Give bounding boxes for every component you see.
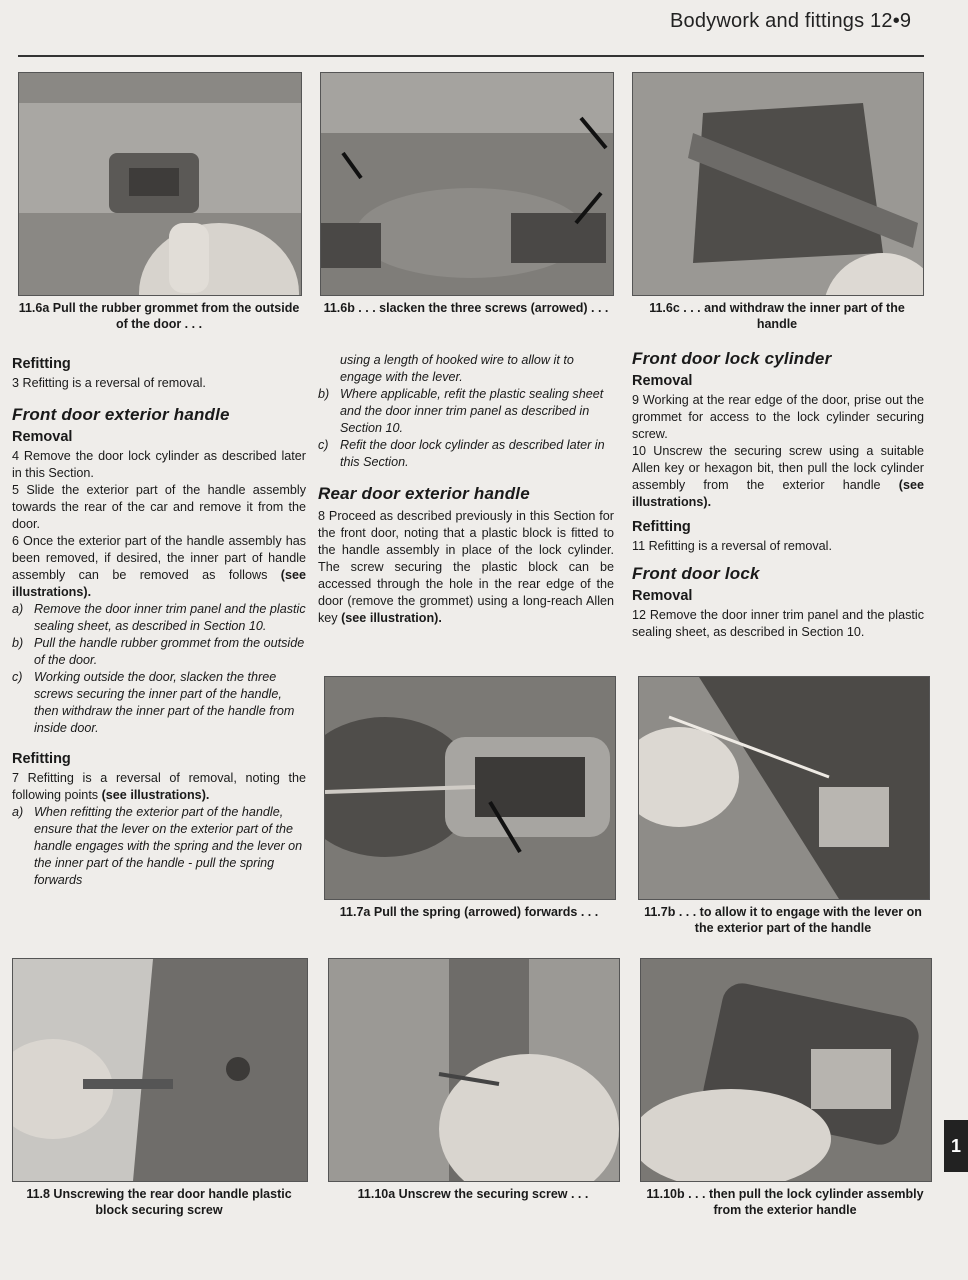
step-7-ref: (see illustrations). — [101, 788, 210, 802]
photo-11-6b-image — [321, 73, 613, 295]
step-6a — [12, 601, 306, 635]
photo-11-6c — [632, 72, 924, 296]
step-7c-text: Refit the door lock cylinder as described later in this Section. — [340, 438, 605, 469]
header-rule — [18, 55, 924, 57]
heading-front-door-lock: Front door lock — [632, 564, 760, 583]
step-6 — [12, 533, 306, 601]
step-7a-continued-text: using a length of hooked wire to allow it to engage with the lever. — [340, 353, 574, 384]
photo-11-10a-image — [329, 959, 619, 1181]
step-10 — [632, 443, 924, 511]
photo-11-10b-image — [641, 959, 931, 1181]
step-6c-text: Working outside the door, slacken the three screws securing the inner part of the handle, then withdraw the inner part of the handle from inside door. — [34, 670, 295, 735]
caption-11-10a: 11.10a Unscrew the securing screw . . . — [357, 1187, 589, 1201]
step-10-text: 10 Unscrew the securing screw using a suitable Allen key or hexagon bit, then pull the lock cylinder assembly from the exterior handle — [632, 444, 924, 492]
step-9: 9 Working at the rear edge of the door, prise out the grommet for access to the lock cylinder securing screw. — [632, 393, 924, 441]
photo-11-6b — [320, 72, 614, 296]
step-8 — [318, 508, 614, 627]
heading-removal-3: Removal — [632, 373, 693, 389]
heading-refitting-2: Refitting — [12, 751, 71, 767]
heading-rear-door-exterior-handle: Rear door exterior handle — [318, 484, 530, 503]
step-10-ref: (see illustrations). — [632, 478, 924, 509]
chapter-tab: 1 — [944, 1120, 968, 1172]
column-3 — [632, 346, 924, 641]
caption-11-7b: 11.7b . . . to allow it to engage with the lever on the exterior part of the handle — [644, 905, 922, 935]
caption-11-7a: 11.7a Pull the spring (arrowed) forwards . . . — [339, 905, 599, 919]
caption-11-10b: 11.10b . . . then pull the lock cylinder assembly from the exterior handle — [646, 1187, 924, 1217]
step-7c — [318, 437, 614, 471]
step-7a-text: When refitting the exterior part of the handle, ensure that the lever on the exterior part of the handle engages with the spring and the lever on the inner part of the handle - pull the spring forwards — [34, 805, 303, 887]
step-7b — [318, 386, 614, 437]
photo-11-6c-image — [633, 73, 923, 295]
step-6a-label: a) — [12, 602, 24, 616]
step-3: 3 Refitting is a reversal of removal. — [12, 376, 206, 390]
heading-front-door-lock-cylinder: Front door lock cylinder — [632, 349, 832, 368]
photo-11-8-image — [13, 959, 307, 1181]
step-7a-label: a) — [12, 805, 24, 819]
step-7-text: 7 Refitting is a reversal of removal, noting the following points — [12, 771, 306, 802]
step-7b-text: Where applicable, refit the plastic sealing sheet and the door inner trim panel as described in Section 10. — [340, 387, 604, 435]
step-6c-label: c) — [12, 670, 23, 684]
heading-refitting: Refitting — [12, 356, 71, 372]
step-7b-label: b) — [318, 387, 330, 401]
step-7 — [12, 770, 306, 804]
step-6b — [12, 635, 306, 669]
step-6-text: 6 Once the exterior part of the handle assembly has been removed, if desired, the inner part of handle assembly can be removed as follows — [12, 534, 306, 582]
heading-refitting-3: Refitting — [632, 519, 691, 535]
step-4: 4 Remove the door lock cylinder as described later in this Section. — [12, 449, 306, 480]
step-7a — [12, 804, 306, 889]
step-7a-continued — [318, 352, 614, 386]
photo-11-7b-image — [639, 677, 929, 899]
step-6b-label: b) — [12, 636, 24, 650]
step-5: 5 Slide the exterior part of the handle assembly towards the rear of the car and remove it from the door. — [12, 483, 306, 531]
photo-11-10a — [328, 958, 620, 1182]
heading-removal-4: Removal — [632, 588, 693, 604]
photo-11-6a-image — [19, 73, 301, 295]
photo-11-10b — [640, 958, 932, 1182]
photo-11-6a — [18, 72, 302, 296]
step-6-ref: (see illustrations). — [12, 568, 306, 599]
photo-11-7b — [638, 676, 930, 900]
caption-11-6b: 11.6b . . . slacken the three screws (arrowed) . . . — [323, 301, 609, 315]
caption-11-6a: 11.6a Pull the rubber grommet from the outside of the door . . . — [18, 301, 300, 331]
spacer — [318, 352, 332, 386]
photo-11-7a-image — [325, 677, 615, 899]
heading-removal: Removal — [12, 429, 73, 445]
step-7c-label: c) — [318, 438, 329, 452]
caption-11-6c: 11.6c . . . and withdraw the inner part of the handle — [649, 301, 905, 331]
step-12: 12 Remove the door inner trim panel and the plastic sealing sheet, as described in Section 10. — [632, 608, 924, 639]
column-2 — [318, 352, 614, 627]
step-11: 11 Refitting is a reversal of removal. — [632, 539, 832, 553]
step-6c — [12, 669, 306, 737]
photo-11-8 — [12, 958, 308, 1182]
page-header-title: Bodywork and fittings 12•9 — [670, 10, 912, 32]
step-8-ref: (see illustration). — [341, 611, 442, 625]
photo-11-7a — [324, 676, 616, 900]
step-6a-text: Remove the door inner trim panel and the plastic sealing sheet, as described in Section 10. — [34, 602, 306, 633]
caption-11-8: 11.8 Unscrewing the rear door handle plastic block securing screw — [26, 1187, 292, 1217]
step-8-text: 8 Proceed as described previously in this Section for the front door, noting that a plastic block is fitted to the handle assembly in place of the lock cylinder. The screw securing the plastic block can be accessed through the hole in the rear edge of the door (remove the grommet) using a long-reach Allen key — [318, 509, 614, 625]
heading-front-door-exterior-handle: Front door exterior handle — [12, 405, 230, 424]
step-6b-text: Pull the handle rubber grommet from the outside of the door. — [34, 636, 305, 667]
column-1 — [12, 350, 306, 889]
